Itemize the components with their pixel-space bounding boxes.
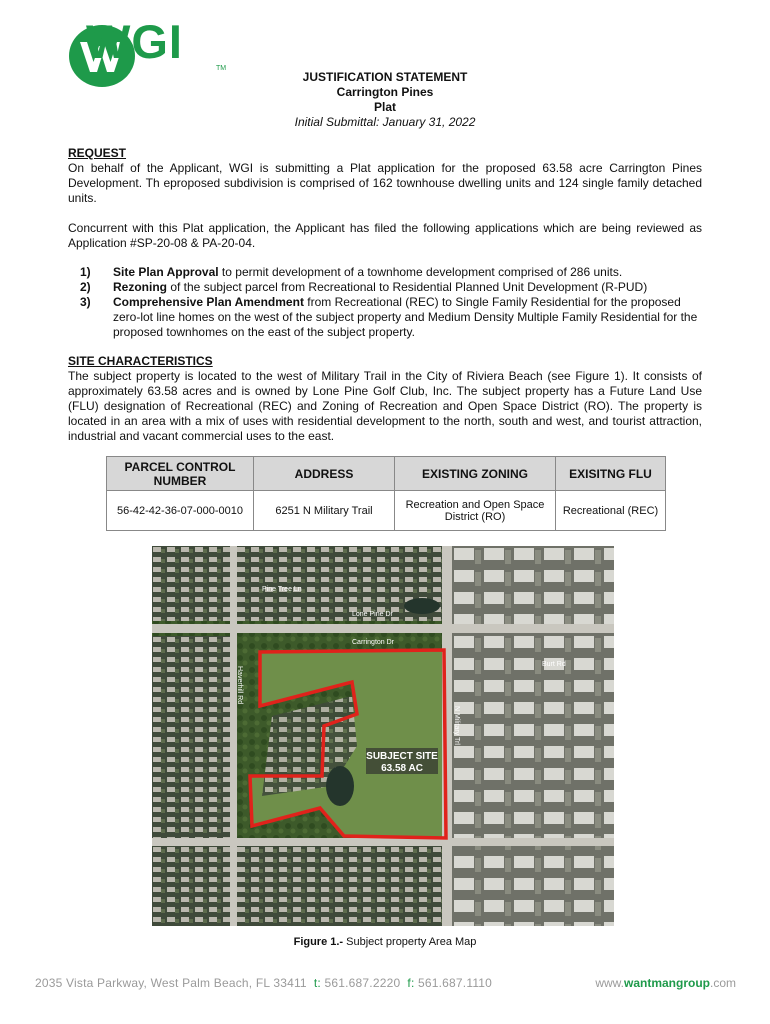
list-item	[80, 295, 702, 340]
caption-label: Figure 1.-	[293, 936, 344, 948]
footer-fax: 561.687.1110	[418, 976, 493, 990]
road-label-military: N Military Trl	[453, 706, 460, 745]
subject-site-area: 63.58 AC	[381, 763, 423, 774]
road-haverhill	[230, 546, 237, 926]
url-prefix: www.	[595, 976, 624, 990]
footer-address: 2035 Vista Parkway, West Palm Beach, FL 33411	[35, 976, 307, 990]
list-item	[80, 280, 702, 295]
parcel-table	[106, 456, 666, 531]
street-label-pinetree: Pine Tree Ln	[262, 586, 302, 593]
table-cell: Recreational (REC)	[556, 491, 666, 531]
footer-phone: 561.687.2220	[324, 976, 401, 990]
list-number: 1)	[80, 265, 91, 279]
site-section	[68, 354, 702, 444]
request-paragraph-1: On behalf of the Applicant, WGI is submitting a Plat application for the proposed 63.58 acre Carrington Pines Development. Th eproposed subdivision is comprised of 162 townhouse dwelling units and 124 single family detached units.	[68, 161, 702, 205]
table-cell: 56-42-42-36-07-000-0010	[107, 491, 254, 531]
road-label-haverhill: Haverhill Rd	[236, 666, 243, 705]
column-header: EXISTING ZONING	[395, 457, 556, 491]
list-item-title: Comprehensive Plan Amendment	[113, 295, 304, 309]
document-title: JUSTIFICATION STATEMENT	[302, 70, 468, 84]
request-heading: REQUEST	[68, 146, 127, 160]
url-main: wantmangroup	[623, 976, 710, 990]
phone-label: t:	[313, 976, 321, 990]
street-label-lone-pine: Lone Pine Dr	[352, 611, 393, 618]
industrial-east	[452, 546, 614, 926]
column-header: PARCEL CONTROL NUMBER	[107, 457, 254, 491]
pond	[326, 766, 354, 806]
subject-site-label: SUBJECT SITE	[366, 751, 438, 762]
site-paragraph: The subject property is located to the west of Military Trail in the City of Riviera Beach (see Figure 1). It consists of approximately 63.58 acres and is owned by Lone Pine Golf Club, Inc. The subject property has a Future Land Use (FLU) designation of Recreational (REC) and Zoning of Recreation and Open Space District (RO). The property is located in an area with a mix of uses with residential development to the north, south and west, and tourist attraction, industrial and vacant commercial uses to the east.	[68, 369, 702, 443]
table-cell: 6251 N Military Trail	[254, 491, 395, 531]
request-paragraph-2: Concurrent with this Plat application, the Applicant has filed the following applications which are being reviewed as Application #SP-20-08 & PA-20-04.	[68, 221, 702, 250]
list-number: 3)	[80, 295, 91, 309]
table-header-row	[107, 457, 666, 491]
residential-west	[152, 636, 230, 846]
list-number: 2)	[80, 280, 91, 294]
list-item-title: Rezoning	[113, 280, 167, 294]
column-header: EXISITNG FLU	[556, 457, 666, 491]
street-label-east: Burt Rd	[542, 661, 566, 668]
logo-trademark: TM	[216, 65, 227, 72]
application-list	[80, 265, 702, 340]
header	[0, 70, 770, 130]
list-item-text: of the subject parcel from Recreational to Residential Planned Unit Development (R-PUD)	[167, 280, 648, 294]
aerial-map	[152, 546, 614, 926]
residential-north	[152, 546, 442, 621]
list-item-title: Site Plan Approval	[113, 265, 219, 279]
list-item-text: from Recreational (REC) to Single Family Residential for the proposed zero-lot line homes on the west of the subject property and Medium Density Multiple Family Residential for the proposed townhomes on the east of the subject property.	[113, 295, 698, 339]
road-north	[152, 624, 614, 633]
table-cell: Recreation and Open Space District (RO)	[395, 491, 556, 531]
request-section	[68, 146, 702, 251]
figure-caption	[0, 936, 770, 948]
pond	[404, 598, 440, 614]
footer-website-link[interactable]	[595, 976, 736, 990]
project-name: Carrington Pines	[336, 85, 434, 99]
list-item	[80, 265, 702, 280]
residential-south	[152, 846, 442, 926]
site-heading: SITE CHARACTERISTICS	[68, 354, 213, 368]
footer-contact	[35, 976, 492, 990]
logo-wordmark: WGI	[86, 15, 183, 68]
application-type: Plat	[373, 100, 396, 114]
list-item-text: to permit development of a townhome development comprised of 286 units.	[218, 265, 623, 279]
table-row	[107, 491, 666, 531]
street-label-carrington: Carrington Dr	[352, 639, 395, 646]
url-suffix: .com	[709, 976, 736, 990]
fax-label: f:	[407, 976, 415, 990]
road-south	[152, 838, 614, 846]
column-header: ADDRESS	[254, 457, 395, 491]
submittal-date: Initial Submittal: January 31, 2022	[294, 115, 476, 129]
caption-text: Subject property Area Map	[343, 936, 477, 948]
